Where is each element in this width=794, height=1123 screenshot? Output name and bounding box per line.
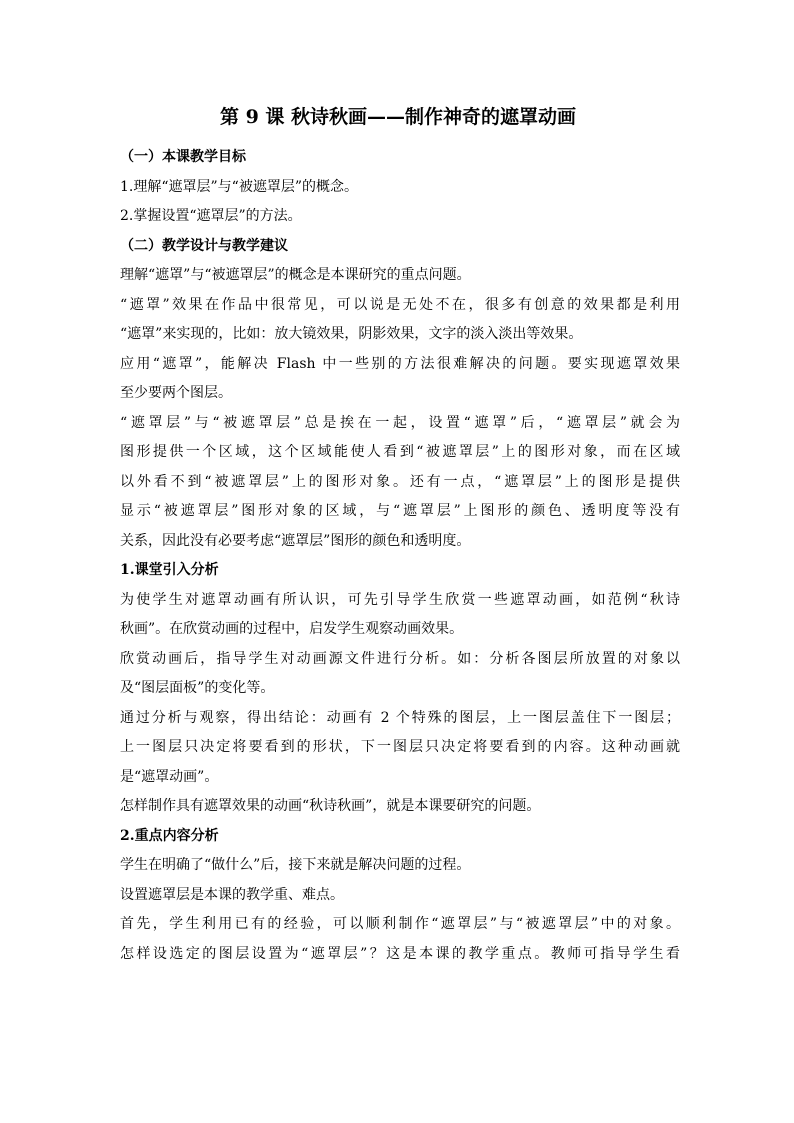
document-body [120, 143, 680, 969]
paragraph-line: 怎样设选定的图层设置为“遮罩层”？这是本课的教学重点。教师可指导学生看 [120, 945, 680, 962]
document-title: 第 9 课 秋诗秋画——制作神奇的遮罩动画 [219, 106, 577, 128]
paragraph-line: 图形提供一个区域，这个区域能使人看到“被遮罩层”上的图形对象，而在区域 [120, 444, 680, 460]
paragraph-line: 及“图层面板”的变化等。 [120, 680, 275, 696]
paragraph-line: 理解“遮罩”与“被遮罩层”的概念是本课研究的重点问题。 [120, 267, 471, 283]
subsection-heading-key-content: 2.重点内容分析 [120, 827, 219, 844]
paragraph-line: 设置遮罩层是本课的教学重、难点。 [120, 886, 344, 903]
paragraph-line: 关系，因此没有必要考虑“遮罩层”图形的颜色和透明度。 [120, 532, 471, 549]
paragraph-line: 上一图层只决定将要看到的形状，下一图层只决定将要看到的内容。这种动画就 [120, 739, 680, 755]
paragraph-line: 秋画”。在欣赏动画的过程中，启发学生观察动画效果。 [120, 621, 464, 637]
objective-item: 2.掌握设置“遮罩层”的方法。 [120, 208, 302, 224]
objective-item: 1.理解“遮罩层”与“被遮罩层”的概念。 [120, 178, 358, 195]
paragraph-line: 以外看不到“被遮罩层”上的图形对象。还有一点，“遮罩层”上的图形是提供 [120, 473, 680, 490]
paragraph-line: 首先，学生利用已有的经验，可以顺利制作“遮罩层”与“被遮罩层”中的对象。 [120, 916, 680, 932]
paragraph-line: 学生在明确了“做什么”后，接下来就是解决问题的过程。 [120, 857, 471, 873]
subsection-heading-intro: 1.课堂引入分析 [120, 562, 219, 578]
paragraph-line: “遮罩”效果在作品中很常见，可以说是无处不在，很多有创意的效果都是利用 [120, 296, 680, 313]
paragraph-line: 至少要两个图层。 [120, 385, 232, 401]
section-heading-design: （二）教学设计与教学建议 [120, 237, 288, 254]
paragraph-line: 欣赏动画后，指导学生对动画源文件进行分析。如：分析各图层所放置的对象以 [120, 650, 680, 667]
section-heading-objectives: （一）本课教学目标 [120, 149, 246, 165]
paragraph-line: 为使学生对遮罩动画有所认识，可先引导学生欣赏一些遮罩动画，如范例“秋诗 [120, 591, 680, 608]
paragraph-line: 是“遮罩动画”。 [120, 768, 219, 785]
paragraph-line: 通过分析与观察，得出结论：动画有 2 个特殊的图层，上一图层盖住下一图层； [120, 709, 680, 726]
paragraph-line: 显示“被遮罩层”图形对象的区域，与“遮罩层”上图形的颜色、透明度等没有 [120, 503, 680, 519]
paragraph-line: 应用“遮罩”，能解决 Flash 中一些别的方法很难解决的问题。要实现遮罩效果 [120, 355, 680, 372]
paragraph-line: 怎样制作具有遮罩效果的动画“秋诗秋画”，就是本课要研究的问题。 [120, 798, 541, 814]
paragraph-line: “遮罩层”与“被遮罩层”总是挨在一起，设置“遮罩”后，“遮罩层”就会为 [120, 414, 680, 431]
paragraph-line: “遮罩”来实现的，比如：放大镜效果，阴影效果，文字的淡入淡出等效果。 [120, 326, 583, 342]
